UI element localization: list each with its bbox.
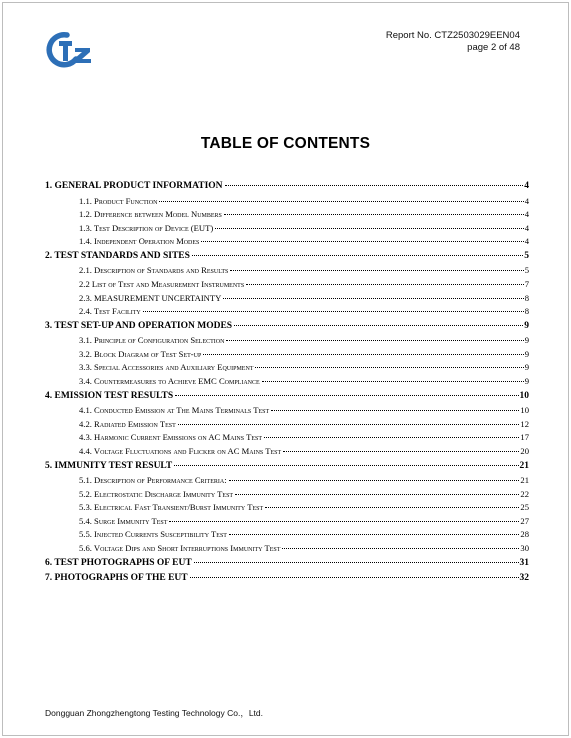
dot-leader xyxy=(192,255,523,256)
toc-subsection-title: 4.4. Voltage Fluctuations and Flicker on AC Mains Test xyxy=(79,445,282,456)
toc-page-number: 4 xyxy=(524,222,529,233)
toc-page-number: 22 xyxy=(520,488,529,499)
dot-leader xyxy=(265,507,519,508)
dot-leader xyxy=(229,480,520,481)
toc-section-title: 4. EMISSION TEST RESULTS xyxy=(45,390,174,401)
toc-subsection-title: 5.2. Electrostatic Discharge Immunity Test xyxy=(79,488,234,499)
report-number: Report No. CTZ2503029EEN04 xyxy=(385,30,520,41)
toc-page-number: 30 xyxy=(520,542,529,553)
toc-subsection[interactable] xyxy=(45,361,529,375)
toc-subsection[interactable] xyxy=(45,445,529,459)
dot-leader xyxy=(264,437,519,438)
dot-leader xyxy=(159,201,523,202)
toc-page-number: 10 xyxy=(519,390,529,401)
toc-section-title: 5. IMMUNITY TEST RESULT xyxy=(45,460,173,471)
toc-subsection[interactable] xyxy=(45,334,529,348)
page-number: page 2 of 48 xyxy=(467,42,520,53)
dot-leader xyxy=(230,270,523,271)
toc-subsection-title: 5.3. Electrical Fast Transient/Burst Immunity Test xyxy=(79,502,264,513)
toc-page-number: 21 xyxy=(520,475,529,485)
toc-subsection[interactable] xyxy=(45,542,529,556)
toc-subsection-title: 2.1. Description of Standards and Results xyxy=(79,265,229,276)
toc-subsection-title: 1.4. Independent Operation Modes xyxy=(79,236,200,247)
toc-section-title: 6. TEST PHOTOGRAPHS OF EUT xyxy=(45,557,192,568)
dot-leader xyxy=(224,214,524,215)
dot-leader xyxy=(225,185,524,186)
toc-subsection-title: 3.4. Countermeasures to Achieve EMC Compliance xyxy=(79,376,260,387)
company-logo xyxy=(45,29,103,69)
toc-subsection[interactable] xyxy=(45,431,529,445)
page-title: TABLE OF CONTENTS xyxy=(200,135,371,152)
toc-section-7[interactable] xyxy=(45,571,529,587)
dot-leader xyxy=(178,424,520,425)
toc-page-number: 12 xyxy=(520,418,529,429)
toc-subsection-title: 2.3. MEASUREMENT UNCERTAINTY xyxy=(79,292,222,303)
toc-subsection[interactable] xyxy=(45,195,529,209)
toc-section-title: 3. TEST SET-UP AND OPERATION MODES xyxy=(45,320,233,331)
toc-subsection-title: 3.1. Principle of Configuration Selection xyxy=(79,335,225,346)
toc-page-number: 28 xyxy=(520,529,529,540)
toc-page-number: 9 xyxy=(524,335,529,346)
dot-leader xyxy=(234,325,523,326)
dot-leader xyxy=(235,494,519,495)
toc-page-number: 31 xyxy=(519,557,529,568)
toc-page-number: 8 xyxy=(524,292,529,303)
toc-page-number: 9 xyxy=(524,348,529,359)
toc-subsection[interactable] xyxy=(45,418,529,432)
toc-page-number: 9 xyxy=(524,362,529,373)
toc-subsection[interactable] xyxy=(45,278,529,292)
dot-leader xyxy=(169,521,519,522)
dot-leader xyxy=(201,241,523,242)
footer-company: Dongguan Zhongzhengtong Testing Technology Co.，Ltd. xyxy=(45,708,264,718)
toc-subsection[interactable] xyxy=(45,292,529,306)
toc-page-number: 25 xyxy=(520,502,529,513)
dot-leader xyxy=(255,367,523,368)
toc-subsection[interactable] xyxy=(45,488,529,502)
toc-section-2[interactable] xyxy=(45,249,529,265)
toc-page-number: 9 xyxy=(524,376,529,387)
toc-subsection-title: 4.2. Radiated Emission Test xyxy=(79,418,176,429)
toc-page-number: 7 xyxy=(524,278,529,289)
dot-leader xyxy=(283,451,519,452)
toc-subsection[interactable] xyxy=(45,501,529,515)
dot-leader xyxy=(215,228,523,229)
toc-subsection-title: 1.1. Product Function xyxy=(79,195,158,206)
toc-page-number: 4 xyxy=(524,236,529,247)
toc-page-number: 4 xyxy=(524,209,529,220)
toc-page-number: 27 xyxy=(520,515,529,526)
toc-subsection-title: 5.4. Surge Immunity Test xyxy=(79,515,168,526)
toc-subsection[interactable] xyxy=(45,235,529,249)
toc-page-number: 21 xyxy=(519,460,529,471)
dot-leader xyxy=(203,354,523,355)
toc-page-number: 17 xyxy=(520,432,529,443)
document-page xyxy=(2,2,569,736)
toc-subsection[interactable] xyxy=(45,305,529,319)
toc-subsection-title: 5.1. Description of Performance Criteria: xyxy=(79,475,227,485)
toc-section-5[interactable] xyxy=(45,459,529,475)
dot-leader xyxy=(194,562,519,563)
toc-page-number: 8 xyxy=(524,306,529,317)
dot-leader xyxy=(175,395,518,396)
toc-subsection[interactable] xyxy=(45,222,529,236)
toc-subsection-title: 5.6. Voltage Dips and Short Interruptions Immunity Test xyxy=(79,542,281,553)
toc-subsection-title: 2.2 List of Test and Measurement Instruments xyxy=(79,278,245,289)
toc-subsection[interactable] xyxy=(45,528,529,542)
toc-page-number: 20 xyxy=(520,445,529,456)
toc-section-3[interactable] xyxy=(45,319,529,335)
toc-subsection-title: 4.1. Conducted Emission at The Mains Terminals Test xyxy=(79,405,270,416)
toc-page-number: 4 xyxy=(524,195,529,206)
toc-section-title: 1. GENERAL PRODUCT INFORMATION xyxy=(45,181,223,191)
dot-leader xyxy=(262,381,524,382)
dot-leader xyxy=(226,340,523,341)
toc-subsection-title: 1.3. Test Description of Device (EUT) xyxy=(79,222,214,233)
toc-page-number: 5 xyxy=(524,250,529,261)
toc-subsection-title: 2.4. Test Facility xyxy=(79,306,141,317)
toc-section-6[interactable] xyxy=(45,556,529,572)
report-header xyxy=(386,30,520,54)
toc-page-number: 9 xyxy=(524,320,529,331)
toc-subsection-title: 3.2. Block Diagram of Test Set-up xyxy=(79,348,202,359)
toc-section-title: 7. PHOTOGRAPHS OF THE EUT xyxy=(45,573,188,584)
toc-subsection-title: 1.2. Difference between Model Numbers xyxy=(79,209,222,220)
toc-section-1[interactable] xyxy=(45,179,529,195)
toc-subsection[interactable] xyxy=(45,264,529,278)
dot-leader xyxy=(143,311,524,312)
toc-page-number: 32 xyxy=(519,573,529,584)
dot-leader xyxy=(246,284,524,285)
dot-leader xyxy=(174,465,518,466)
toc-subsection[interactable] xyxy=(45,208,529,222)
dot-leader xyxy=(282,548,519,549)
toc-subsection[interactable] xyxy=(45,375,529,389)
toc-subsection-title: 3.3. Special Accessories and Auxiliary Equipment xyxy=(79,362,254,373)
dot-leader xyxy=(229,534,519,535)
dot-leader xyxy=(190,577,519,578)
dot-leader xyxy=(271,410,519,411)
toc-subsection[interactable] xyxy=(45,515,529,529)
toc-subsection[interactable] xyxy=(45,348,529,362)
toc-subsection[interactable] xyxy=(45,404,529,418)
toc-section-title: 2. TEST STANDARDS AND SITES xyxy=(45,250,190,261)
toc-page-number: 4 xyxy=(524,181,529,191)
toc-subsection-title: 4.3. Harmonic Current Emissions on AC Mains Test xyxy=(79,432,262,443)
toc-subsection-title: 5.5. Injected Currents Susceptibility Test xyxy=(79,529,227,540)
toc-page-number: 5 xyxy=(524,265,529,276)
toc-page-number: 10 xyxy=(520,405,529,416)
toc-subsection[interactable] xyxy=(45,474,529,488)
toc-section-4[interactable] xyxy=(45,389,529,405)
table-of-contents xyxy=(45,179,529,587)
dot-leader xyxy=(223,298,523,299)
